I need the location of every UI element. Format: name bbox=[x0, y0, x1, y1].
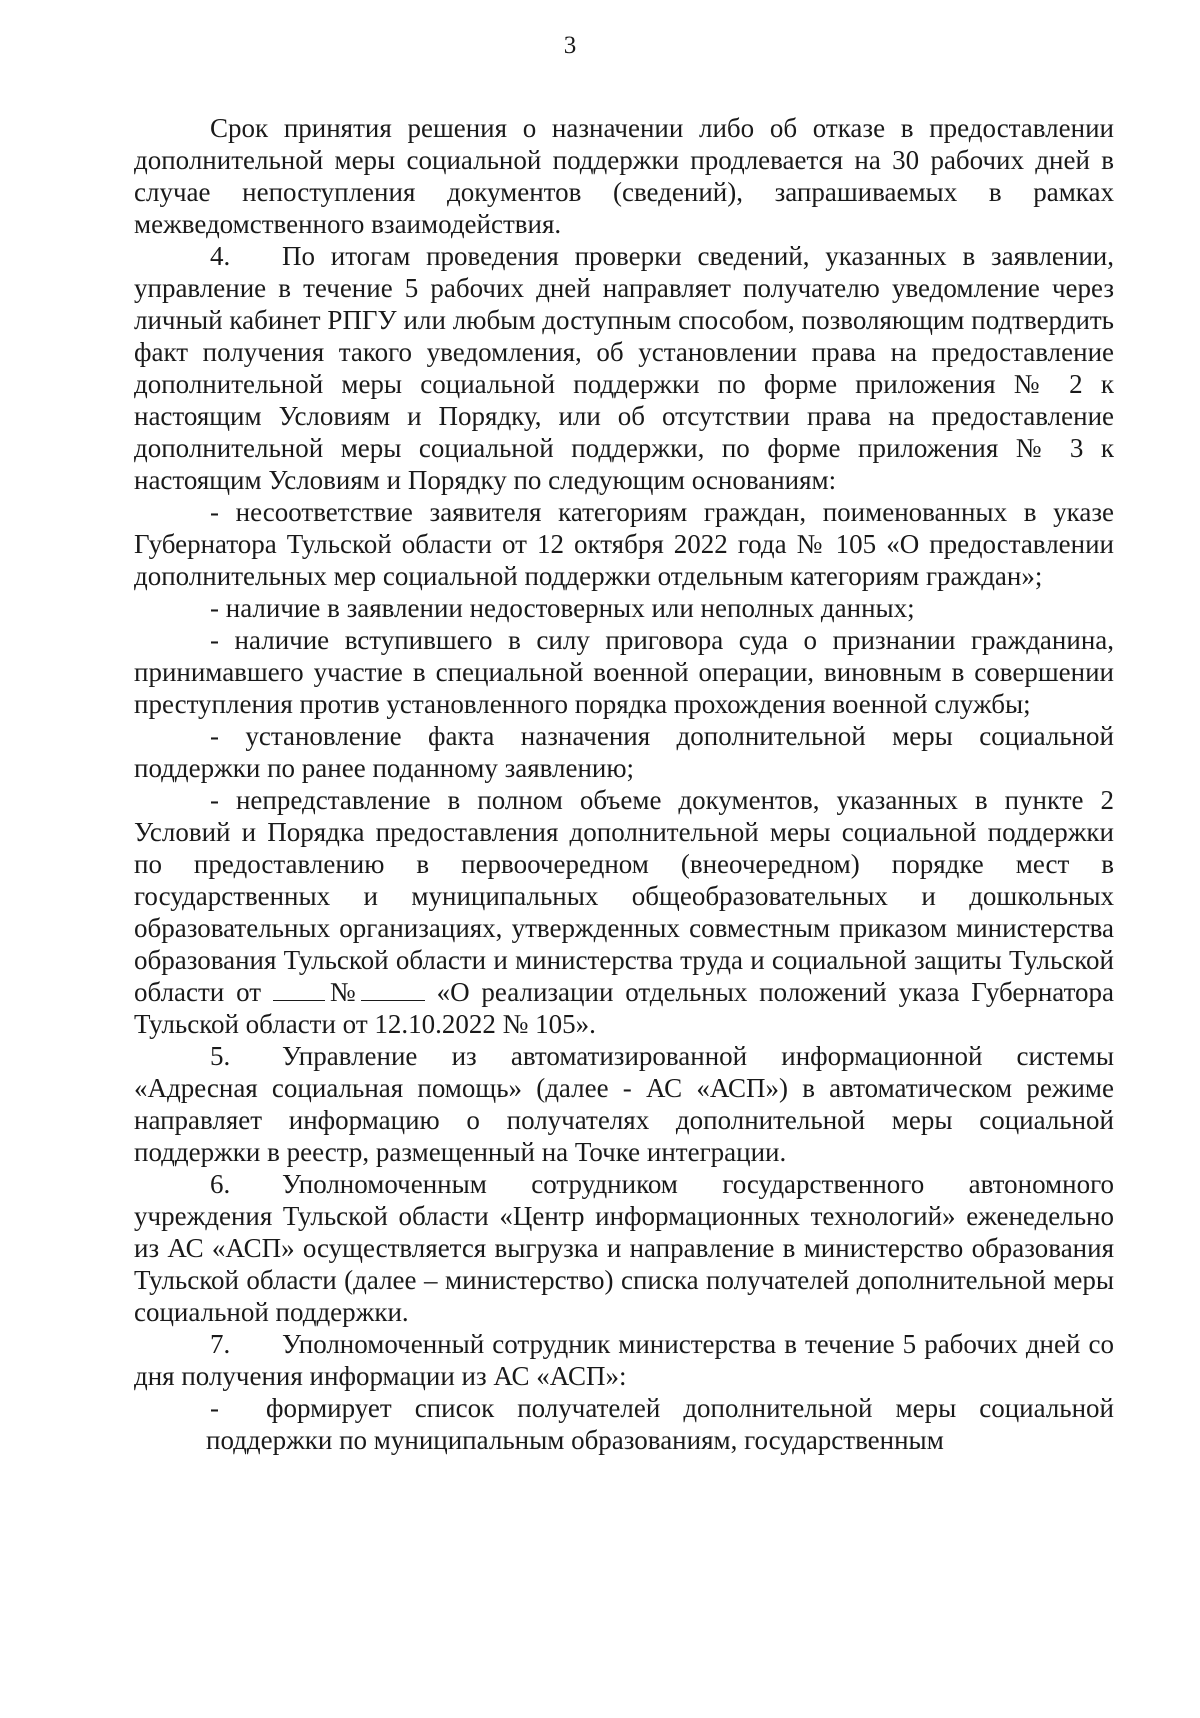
paragraph-6-number: 6. bbox=[210, 1169, 231, 1199]
page-number: 3 bbox=[563, 32, 577, 59]
list-item-text: формирует список получателей дополнительной меры социальной поддержки по муниципальным образованиям, государственным bbox=[206, 1393, 1114, 1455]
paragraph-4 bbox=[134, 240, 1114, 496]
paragraph-5-text: Управление из автоматизированной информационной системы «Адресная социальная помощь» (далее - АС «АСП») в автоматическом режиме направляет информацию о получателях дополнительной меры социальной поддержки в реестр, размещенный на Точке интеграции. bbox=[134, 1041, 1114, 1167]
paragraph-7-text: Уполномоченный сотрудник министерства в течение 5 рабочих дней со дня получения информации из АС «АСП»: bbox=[134, 1329, 1114, 1391]
order-number-sign: № bbox=[324, 977, 361, 1007]
paragraph-deadline-extension: Срок принятия решения о назначении либо об отказе в предоставлении дополнительной меры социальной поддержки продлевается на 30 рабочих дней в случае непоступления документов (сведений), запрашиваемых в рамках межведомственного взаимодействия. bbox=[134, 113, 1114, 239]
ground-item-court-verdict: - наличие вступившего в силу приговора суда о признании гражданина, принимавшего участие в специальной военной операции, виновным в совершении преступления против установленного порядка прохождения военной службы; bbox=[134, 625, 1114, 719]
ground-item-incomplete-documents-text: - непредставление в полном объеме документов, указанных в пункте 2 Условий и Порядка предоставления дополнительной меры социальной поддержки по предоставлению в первоочередном (внеочередном) порядке мест в государственных и муниципальных общеобразовательных и дошкольных образовательных организациях, утвержденных совместным приказом министерства образования Тульской области и министерства труда и социальной защиты Тульской области от bbox=[134, 785, 1114, 1007]
paragraph-5 bbox=[134, 1040, 1114, 1168]
document-body bbox=[134, 112, 1114, 1456]
ground-item-incomplete-documents bbox=[134, 784, 1114, 1040]
ground-item-category-mismatch: - несоответствие заявителя категориям граждан, поименованных в указе Губернатора Тульской области от 12 октября 2022 года № 105 «О предоставлении дополнительных мер социальной поддержки отдельным категориям граждан»; bbox=[134, 497, 1114, 591]
paragraph-6-text: Уполномоченным сотрудником государственного автономного учреждения Тульской области «Центр информационных технологий» еженедельно из АС «АСП» осуществляется выгрузка и направление в министерство образования Тульской области (далее – министерство) списка получателей дополнительной меры социальной поддержки. bbox=[134, 1169, 1114, 1327]
paragraph-4-number: 4. bbox=[210, 241, 231, 271]
list-item-dash: - bbox=[210, 1393, 219, 1423]
paragraph-7 bbox=[134, 1328, 1114, 1392]
paragraph-4-text: По итогам проведения проверки сведений, указанных в заявлении, управление в течение 5 рабочих дней направляет получателю уведомление через личный кабинет РПГУ или любым доступным способом, позволяющим подтвердить факт получения такого уведомления, об установлении права на предоставление дополнительной меры социальной поддержки по форме приложения № 2 к настоящим Условиям и Порядку, или об отсутствии права на предоставление дополнительной меры социальной поддержки, по форме приложения № 3 к настоящим Условиям и Порядку по следующим основаниям: bbox=[134, 241, 1114, 495]
paragraph-5-number: 5. bbox=[210, 1041, 231, 1071]
ground-item-invalid-data: - наличие в заявлении недостоверных или неполных данных; bbox=[210, 593, 915, 623]
order-date-blank bbox=[273, 980, 325, 1001]
ground-item-already-assigned: - установление факта назначения дополнительной меры социальной поддержки по ранее поданному заявлению; bbox=[134, 721, 1114, 783]
paragraph-7-number: 7. bbox=[210, 1329, 231, 1359]
ground-item-incomplete-documents-order-title: «О реализации отдельных положений указа Губернатора Тульской области от 12.10.2022 № 105». bbox=[134, 977, 1115, 1039]
list-item-form-recipient-list bbox=[134, 1392, 1114, 1456]
order-number-blank bbox=[361, 980, 425, 1001]
paragraph-6 bbox=[134, 1168, 1114, 1328]
